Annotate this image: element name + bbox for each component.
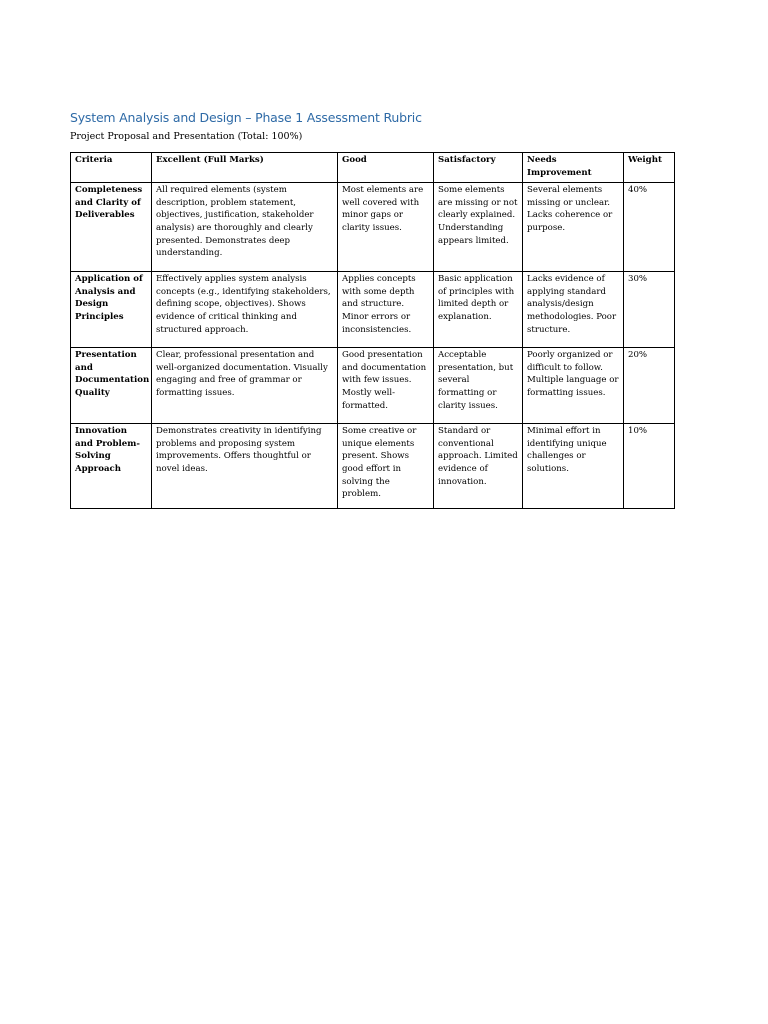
good-cell: Good presentation and documentation with few issues. Mostly well-formatted. <box>338 348 434 424</box>
needs-improvement-cell: Poorly organized or difficult to follow. Multiple language or formatting issues. <box>523 348 624 424</box>
excellent-cell: Effectively applies system analysis concepts (e.g., identifying stakeholders, defining scope, objectives). Shows evidence of critical thinking and structured approach. <box>152 272 338 348</box>
satisfactory-cell: Some elements are missing or not clearly explained. Understanding appears limited. <box>434 183 523 272</box>
needs-improvement-cell: Lacks evidence of applying standard analysis/design methodologies. Poor structure. <box>523 272 624 348</box>
criteria-cell: Presentation and Documentation Quality <box>71 348 152 424</box>
satisfactory-cell: Acceptable presentation, but several formatting or clarity issues. <box>434 348 523 424</box>
satisfactory-cell: Basic application of principles with limited depth or explanation. <box>434 272 523 348</box>
header-criteria: Criteria <box>71 153 152 183</box>
needs-improvement-cell: Several elements missing or unclear. Lacks coherence or purpose. <box>523 183 624 272</box>
needs-improvement-cell: Minimal effort in identifying unique challenges or solutions. <box>523 424 624 509</box>
header-weight: Weight <box>624 153 675 183</box>
document-title: System Analysis and Design – Phase 1 Assessment Rubric <box>70 110 422 125</box>
table-row <box>71 348 675 424</box>
rubric-table <box>70 152 675 509</box>
header-good: Good <box>338 153 434 183</box>
criteria-cell: Application of Analysis and Design Principles <box>71 272 152 348</box>
good-cell: Some creative or unique elements present. Shows good effort in solving the problem. <box>338 424 434 509</box>
excellent-cell: All required elements (system description, problem statement, objectives, justification, stakeholder analysis) are thoroughly and clearly presented. Demonstrates deep understanding. <box>152 183 338 272</box>
weight-cell: 40% <box>624 183 675 272</box>
excellent-cell: Demonstrates creativity in identifying problems and proposing system improvements. Offers thoughtful or novel ideas. <box>152 424 338 509</box>
weight-cell: 20% <box>624 348 675 424</box>
excellent-cell: Clear, professional presentation and well-organized documentation. Visually engaging and free of grammar or formatting issues. <box>152 348 338 424</box>
criteria-cell: Completeness and Clarity of Deliverables <box>71 183 152 272</box>
good-cell: Most elements are well covered with minor gaps or clarity issues. <box>338 183 434 272</box>
weight-cell: 30% <box>624 272 675 348</box>
good-cell: Applies concepts with some depth and structure. Minor errors or inconsistencies. <box>338 272 434 348</box>
header-excellent: Excellent (Full Marks) <box>152 153 338 183</box>
header-needs-improvement: Needs Improvement <box>523 153 624 183</box>
table-row <box>71 272 675 348</box>
satisfactory-cell: Standard or conventional approach. Limited evidence of innovation. <box>434 424 523 509</box>
document-subtitle: Project Proposal and Presentation (Total: 100%) <box>70 131 303 142</box>
table-header-row <box>71 153 675 183</box>
header-satisfactory: Satisfactory <box>434 153 523 183</box>
weight-cell: 10% <box>624 424 675 509</box>
criteria-cell: Innovation and Problem-Solving Approach <box>71 424 152 509</box>
table-row <box>71 183 675 272</box>
table-row <box>71 424 675 509</box>
